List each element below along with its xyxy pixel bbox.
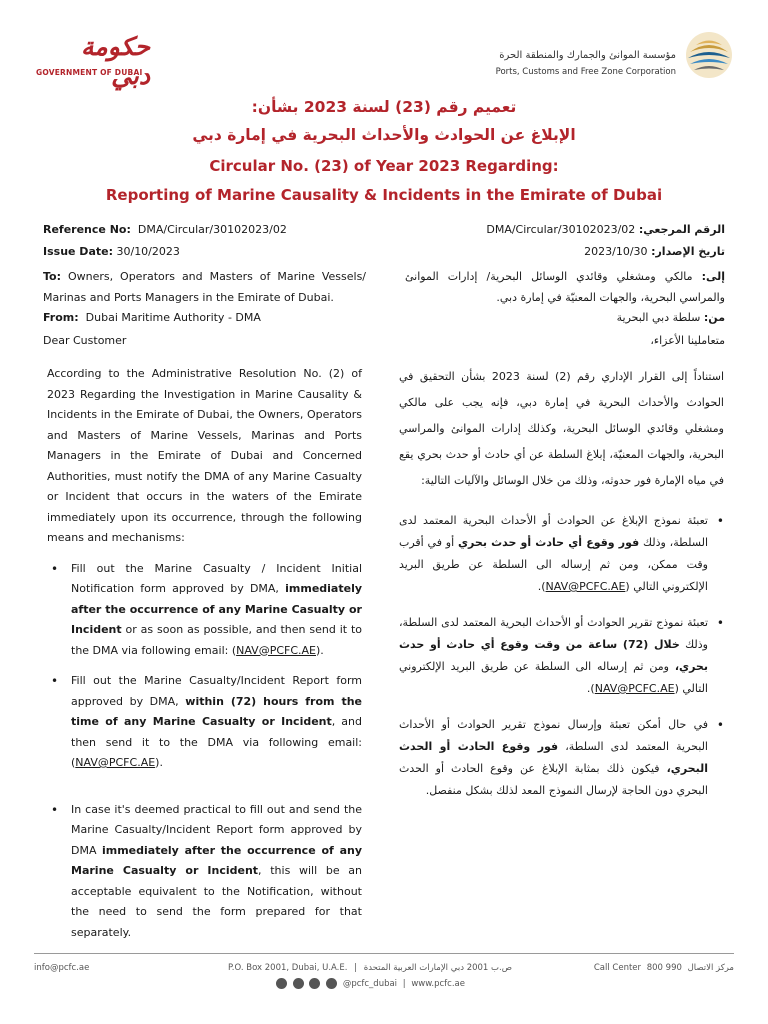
- sender-ar: من: سلطة دبي البحرية: [616, 311, 725, 324]
- list-item: • تعبئة نموذج الإبلاغ عن الحوادث أو الأحداث البحرية المعتمد لدى السلطة، وذلك فور وقوع أي حادث أو حدث بحري أو في أقرب وقت ممكن، ومن ثم إرساله الى السلطة عن طريق البريد الإلكتروني التالي (NAV@PCFC.AE).: [399, 510, 724, 598]
- title-english-line1: Circular No. (23) of Year 2023 Regarding:: [209, 157, 559, 175]
- reference-number-ar: الرقم المرجعي: DMA/Circular/30102023/02: [486, 223, 725, 236]
- title-english-line2: Reporting of Marine Causality & Incidents in the Emirate of Dubai: [105, 186, 663, 204]
- email-link[interactable]: NAV@PCFC.AE: [545, 580, 626, 593]
- footer-address: P.O. Box 2001, Dubai, U.A.E. | ص.ب 2001 دبي الإمارات العربية المتحدة: [228, 963, 513, 973]
- reference-number: Reference No: DMA/Circular/30102023/02: [43, 223, 287, 236]
- means-list: [47, 559, 362, 944]
- list-item: • Fill out the Marine Casualty/Incident Report form approved by DMA, within (72) hours from the time of any Marine Casualty or Incident, and then send it to the DMA via following email: (NAV@PCFC.AE).: [47, 671, 362, 774]
- email-link[interactable]: NAV@PCFC.AE: [236, 643, 316, 657]
- footer-divider: [34, 953, 734, 954]
- footer-email[interactable]: info@pcfc.ae: [34, 963, 90, 973]
- means-list-ar: [399, 510, 724, 802]
- recipients-ar: إلى: مالكي ومشغلي وقائدي الوسائل البحرية/ إدارات الموانئ والمراسي البحرية، والجهات المعنيّة في إمارة دبي.: [405, 270, 726, 304]
- recipients: To: Owners, Operators and Masters of Marine Vessels/ Marinas and Ports Managers in the Emirate of Dubai.: [43, 270, 367, 304]
- list-item: • In case it's deemed practical to fill out and send the Marine Casualty/Incident Report form approved by DMA immediately after the occurrence of any Marine Casualty or Incident, this will be an acceptable equivalent to the Notification, without the need to send the form prepared for that separately.: [47, 800, 362, 944]
- intro-paragraph: According to the Administrative Resolution No. (2) of 2023 Regarding the Investigation in Marine Causality & Incidents in the Emirate of Dubai, the Owners, Operators and Masters of Marine Vessels, Marinas and Ports Managers in the Emirate of Dubai and Concerned Authorities, must notify the DMA of any Marine Casualty or Incident that occurs in the waters of the Emirate immediately upon its occurrence, through the following means and mechanisms:: [47, 367, 362, 544]
- list-item: • في حال أمكن تعبئة وإرسال نموذج تقرير الحوادث أو الأحداث البحرية المعتمد لدى السلطة، فور وقوع الحادث أو الحدث البحري، فيكون ذلك بمثابة الإبلاغ عن وقوع الحادث أو الحدث البحري دون الحاجة لإرسال النموذج المعد لذلك بشكل منفصل.: [399, 714, 724, 802]
- footer-call-center: Call Center 800 990 مركز الاتصال: [593, 963, 734, 973]
- email-link[interactable]: NAV@PCFC.AE: [594, 682, 675, 695]
- footer-social: @pcfc_dubai | www.pcfc.ae: [276, 978, 465, 989]
- linkedin-icon[interactable]: [326, 978, 337, 989]
- email-link[interactable]: NAV@PCFC.AE: [75, 756, 156, 769]
- twitter-icon[interactable]: [293, 978, 304, 989]
- list-item: • تعبئة نموذج تقرير الحوادث أو الأحداث البحرية المعتمد لدى السلطة، وذلك خلال (72) ساعة من وقت وقوع أي حادث أو حدث بحري، ومن ثم إرساله الى السلطة عن طريق البريد الإلكتروني التالي (NAV@PCFC.AE).: [399, 612, 724, 700]
- pcfc-logo: [488, 30, 734, 80]
- meta-english: [43, 222, 366, 349]
- list-item: • Fill out the Marine Casualty / Incident Initial Notification form approved by DMA, immediately after the occurrence of any Marine Casualty or Incident or as soon as possible, and then send it to the DMA via following email: (NAV@PCFC.AE).: [47, 559, 362, 662]
- gov-logo-english: GOVERNMENT OF DUBAI: [36, 68, 143, 77]
- pcfc-globe-icon: [684, 30, 734, 80]
- title-arabic-line2: الإبلاغ عن الحوادث والأحداث البحرية في إمارة دبي: [192, 126, 576, 144]
- greeting: Dear Customer: [43, 334, 127, 347]
- sender: From: Dubai Maritime Authority - DMA: [43, 311, 261, 324]
- pcfc-arabic-name: مؤسسة الموانئ والجمارك والمنطقة الحرة: [499, 50, 676, 61]
- facebook-icon[interactable]: [309, 978, 320, 989]
- government-of-dubai-logo: [34, 32, 154, 90]
- website-link[interactable]: www.pcfc.ae: [411, 979, 465, 989]
- social-handle[interactable]: @pcfc_dubai: [342, 979, 398, 989]
- gov-logo-arabic: حكومة دبي: [81, 32, 150, 90]
- greeting-ar: متعاملينا الأعزاء،: [650, 334, 725, 347]
- issue-date: Issue Date: 30/10/2023: [43, 245, 180, 258]
- body-english: [47, 364, 362, 943]
- intro-paragraph-ar: استناداً إلى القرار الإداري رقم (2) لسنة 2023 بشأن التحقيق في الحوادث والأحداث البحرية في إمارة دبي، فإنه يجب على مالكي ومشغلي وقائدي الوسائل البحرية، وكذلك إدارات الموانئ والمراسي البحرية، والجهات المعنيّة، إبلاغ السلطة عن أي حادث أو حدث بحري يقع في مياه الإمارة فور حدوثه، وذلك من خلال الوسائل والآليات التالية:: [399, 370, 725, 487]
- meta-arabic: [405, 222, 725, 349]
- body-arabic: [399, 364, 724, 802]
- instagram-icon[interactable]: [276, 978, 287, 989]
- title-arabic-line1: تعميم رقم (23) لسنة 2023 بشأن:: [251, 98, 517, 116]
- pcfc-english-name: Ports, Customs and Free Zone Corporation: [495, 67, 676, 77]
- issue-date-ar: تاريخ الإصدار: 2023/10/30: [584, 245, 725, 258]
